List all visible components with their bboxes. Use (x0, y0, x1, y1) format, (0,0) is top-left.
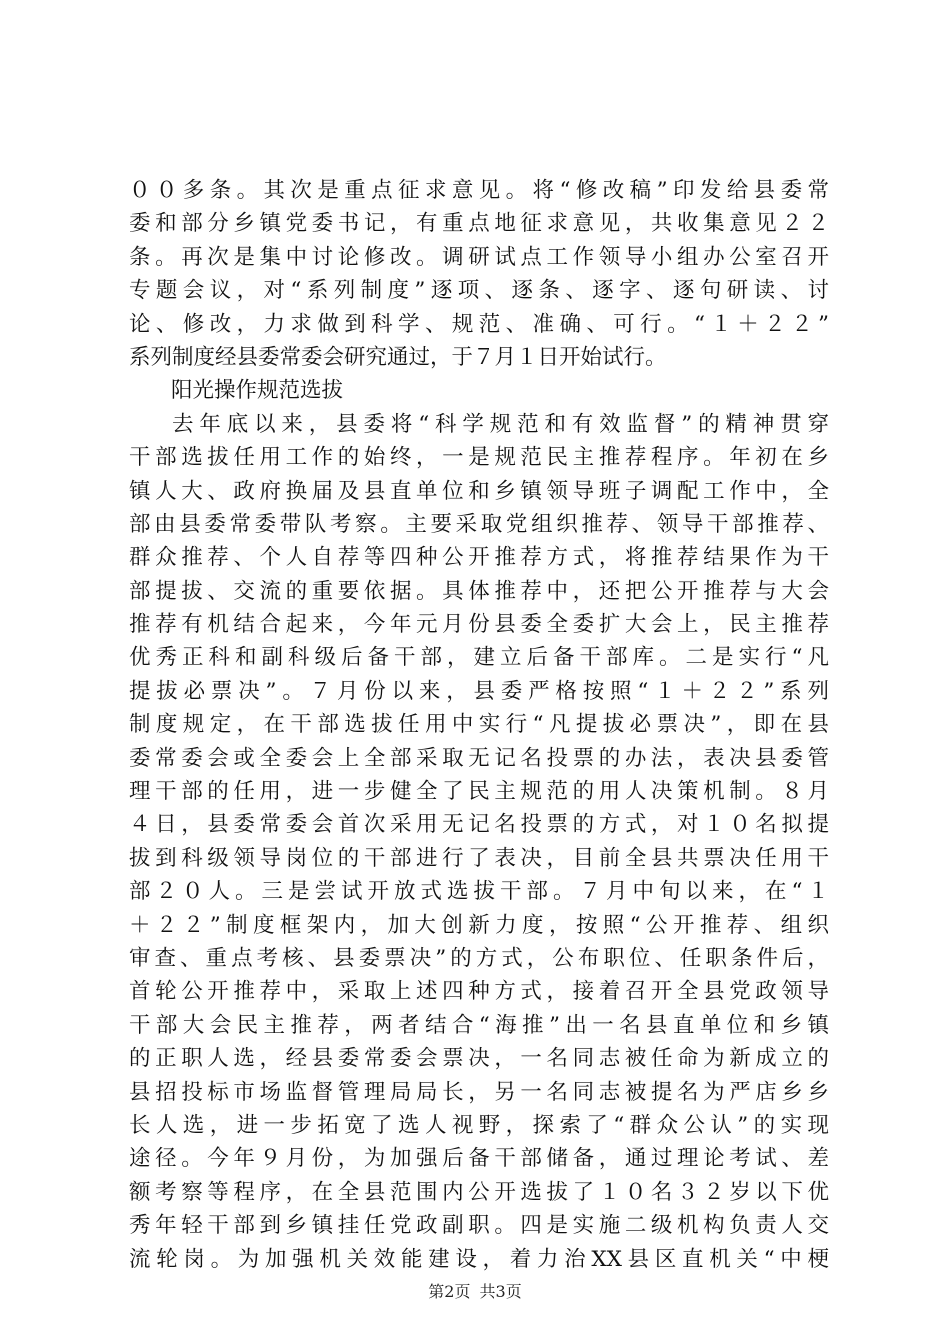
text-line: 流轮岗。为加强机关效能建设，着力治XX县区直机关“中梗 (129, 1246, 829, 1272)
text-line: 制度规定，在干部选拔任用中实行“凡提拔必票决”，即在县 (129, 712, 829, 738)
text-line: 首轮公开推荐中，采取上述四种方式，接着召开全县党政领导 (129, 979, 829, 1005)
text-line: 委和部分乡镇党委书记，有重点地征求意见，共收集意见２２ (129, 211, 829, 237)
text-line: 审查、重点考核、县委票决”的方式，公布职位、任职条件后， (129, 945, 829, 971)
text-line: 拔到科级领导岗位的干部进行了表决，目前全县共票决任用干 (129, 845, 829, 871)
text-line: 秀年轻干部到乡镇挂任党政副职。四是实施二级机构负责人交 (129, 1213, 829, 1239)
page-number: 第2页 (428, 1282, 471, 1301)
text-line: 县招投标市场监督管理局局长，另一名同志被提名为严店乡乡 (129, 1079, 829, 1105)
text-line: 推荐有机结合起来，今年元月份县委全委扩大会上，民主推荐 (129, 612, 829, 638)
text-line: 部２０人。三是尝试开放式选拔干部。７月中旬以来，在“１ (129, 879, 829, 905)
text-line: ＋２２”制度框架内，加大创新力度，按照“公开推荐、组织 (129, 912, 829, 938)
section-heading: 阳光操作规范选拔 (171, 378, 344, 404)
text-line: 部提拔、交流的重要依据。具体推荐中，还把公开推荐与大会 (129, 578, 829, 604)
text-line: 干部选拔任用工作的始终，一是规范民主推荐程序。年初在乡 (129, 445, 829, 471)
text-line: 论、修改，力求做到科学、规范、准确、可行。“１＋２２” (129, 311, 829, 337)
text-line: 途径。今年９月份，为加强后备干部储备，通过理论考试、差 (129, 1146, 829, 1172)
text-line: 理干部的任用，进一步健全了民主规范的用人决策机制。８月 (129, 779, 829, 805)
text-line: 群众推荐、个人自荐等四种公开推荐方式，将推荐结果作为干 (129, 545, 829, 571)
text-line: 长人选，进一步拓宽了选人视野，探索了“群众公认”的实现 (129, 1112, 829, 1138)
text-line: 优秀正科和副科级后备干部，建立后备干部库。二是实行“凡 (129, 645, 829, 671)
document-body (129, 174, 829, 1276)
text-line: ００多条。其次是重点征求意见。将“修改稿”印发给县委常 (129, 178, 829, 203)
text-line: 专题会议，对“系列制度”逐项、逐条、逐字、逐句研读、讨 (129, 278, 829, 304)
page-footer (0, 1279, 950, 1302)
text-line: 额考察等程序，在全县范围内公开选拔了１０名３２岁以下优 (129, 1179, 829, 1205)
text-line: 委常委会或全委会上全部采取无记名投票的办法，表决县委管 (129, 745, 829, 771)
text-line: 系列制度经县委常委会研究通过，于７月１日开始试行。 (129, 344, 667, 370)
text-line: 条。再次是集中讨论修改。调研试点工作领导小组办公室召开 (129, 244, 829, 270)
text-line: 部由县委常委带队考察。主要采取党组织推荐、领导干部推荐、 (129, 511, 829, 537)
text-line: 镇人大、政府换届及县直单位和乡镇领导班子调配工作中，全 (129, 478, 829, 504)
text-line: 提拔必票决”。７月份以来，县委严格按照“１＋２２”系列 (129, 678, 829, 704)
text-line: 的正职人选，经县委常委会票决，一名同志被任命为新成立的 (129, 1046, 829, 1072)
page-total: 共3页 (479, 1282, 522, 1301)
text-line: ４日，县委常委会首次采用无记名投票的方式，对１０名拟提 (129, 812, 829, 838)
text-line: 干部大会民主推荐，两者结合“海推”出一名县直单位和乡镇 (129, 1012, 829, 1038)
text-line: 去年底以来，县委将“科学规范和有效监督”的精神贯穿 (172, 411, 829, 437)
